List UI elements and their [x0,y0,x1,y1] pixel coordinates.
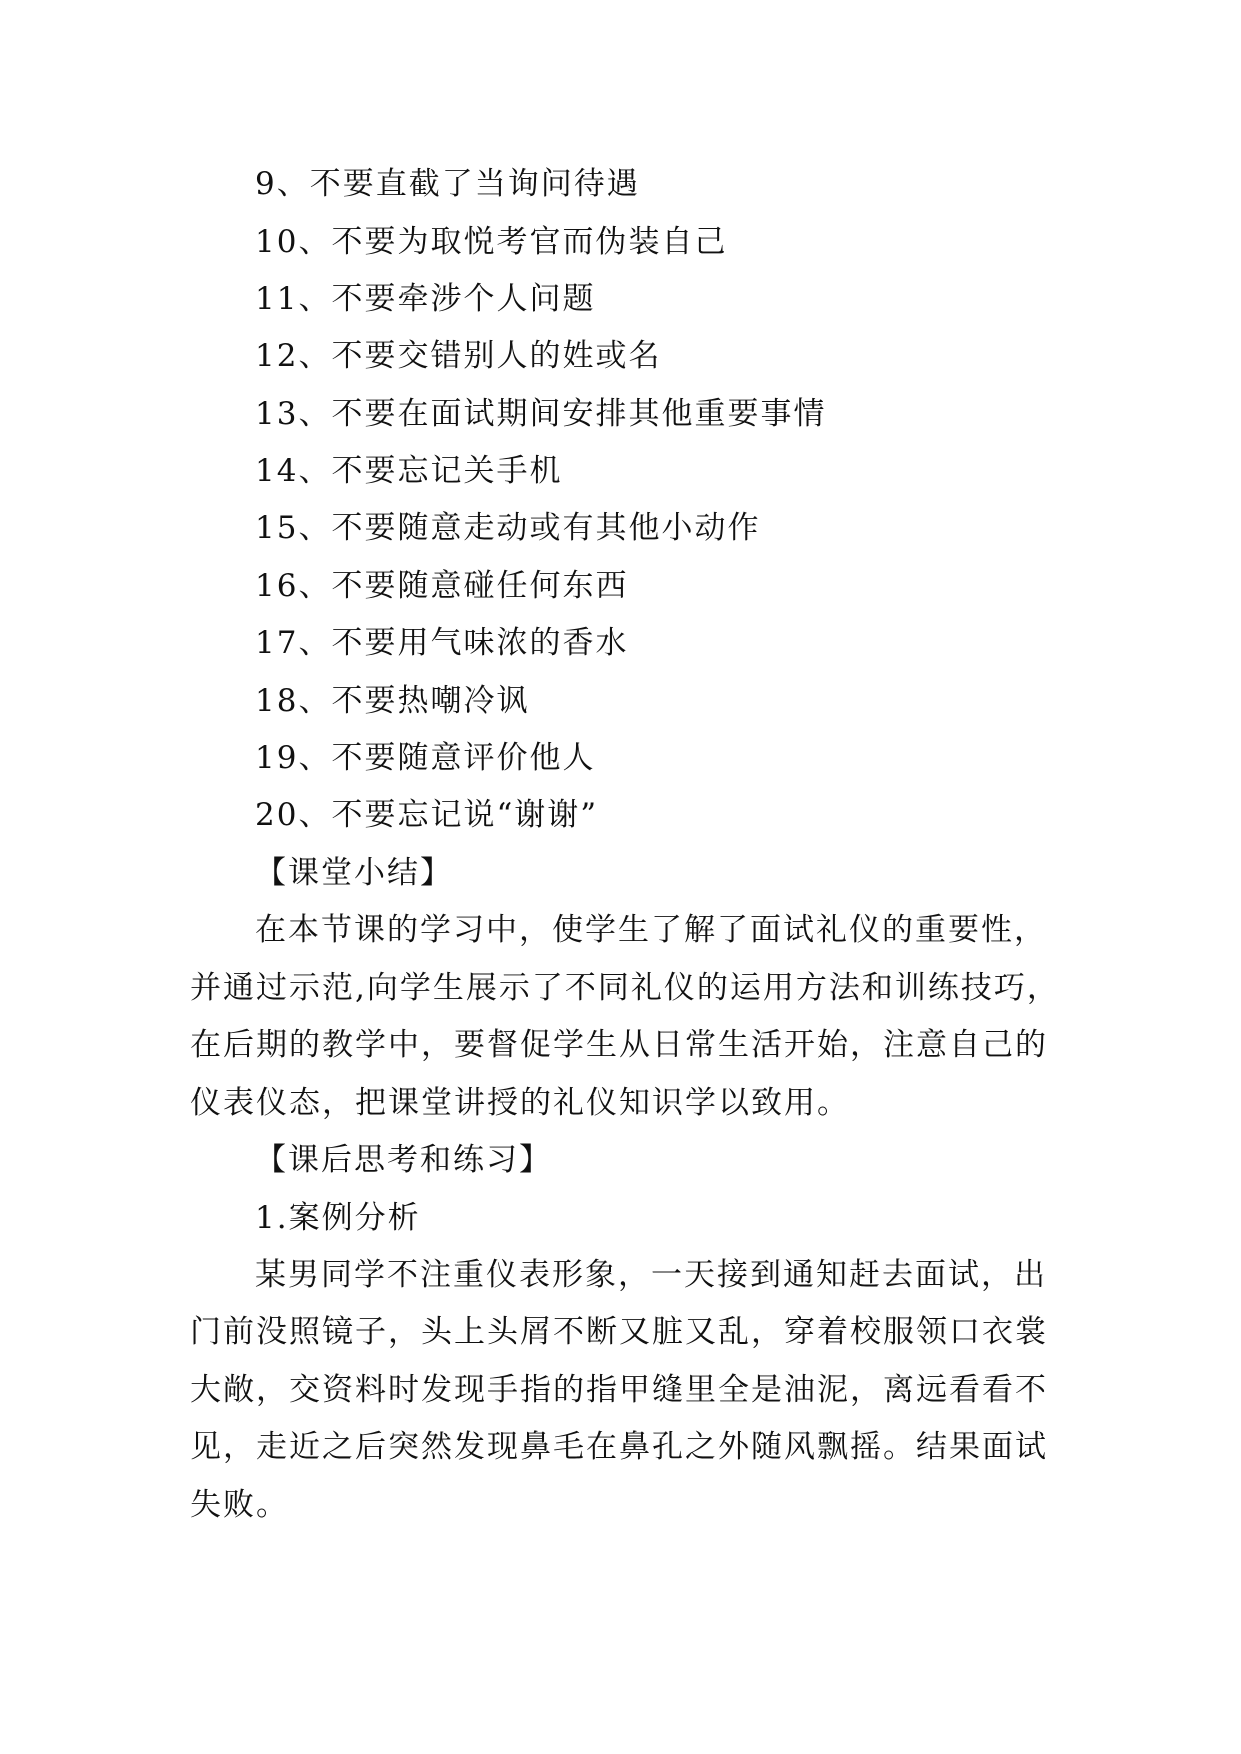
summary-line-1: 在本节课的学习中，使学生了解了面试礼仪的重要性， [255,912,1047,948]
list-item-16: 16、不要随意碰任何东西 [255,568,629,604]
case-line-4: 见，走近之后突然发现鼻毛在鼻孔之外随风飘摇。结果面试 [190,1429,1048,1465]
list-item-14: 14、不要忘记关手机 [255,453,563,489]
list-item-15: 15、不要随意走动或有其他小动作 [255,510,761,546]
exercise-heading: 【课后思考和练习】 [255,1142,552,1178]
list-item-17: 17、不要用气味浓的香水 [255,625,629,661]
list-item-13: 13、不要在面试期间安排其他重要事情 [255,396,827,432]
case-line-5: 失败。 [190,1487,289,1523]
list-item-12: 12、不要交错别人的姓或名 [255,338,662,374]
list-item-10: 10、不要为取悦考官而伪装自己 [255,224,728,260]
summary-heading: 【课堂小结】 [255,855,453,891]
list-item-20: 20、不要忘记说“谢谢” [255,797,599,833]
list-item-19: 19、不要随意评价他人 [255,740,596,776]
list-item-9: 9、不要直截了当询问待遇 [255,166,640,202]
list-item-11: 11、不要牵涉个人问题 [255,281,596,317]
summary-line-4: 仪表仪态，把课堂讲授的礼仪知识学以致用。 [190,1085,850,1121]
case-line-3: 大敞，交资料时发现手指的指甲缝里全是油泥，离远看看不 [190,1372,1048,1408]
summary-line-3: 在后期的教学中，要督促学生从日常生活开始，注意自己的 [190,1027,1048,1063]
summary-line-2: 并通过示范,向学生展示了不同礼仪的运用方法和训练技巧， [190,970,1060,1006]
case-line-2: 门前没照镜子，头上头屑不断又脏又乱，穿着校服领口衣裳 [190,1314,1048,1350]
exercise-subheading: 1.案例分析 [255,1200,421,1236]
case-line-1: 某男同学不注重仪表形象，一天接到通知赶去面试，出 [255,1257,1047,1293]
list-item-18: 18、不要热嘲冷讽 [255,683,530,719]
